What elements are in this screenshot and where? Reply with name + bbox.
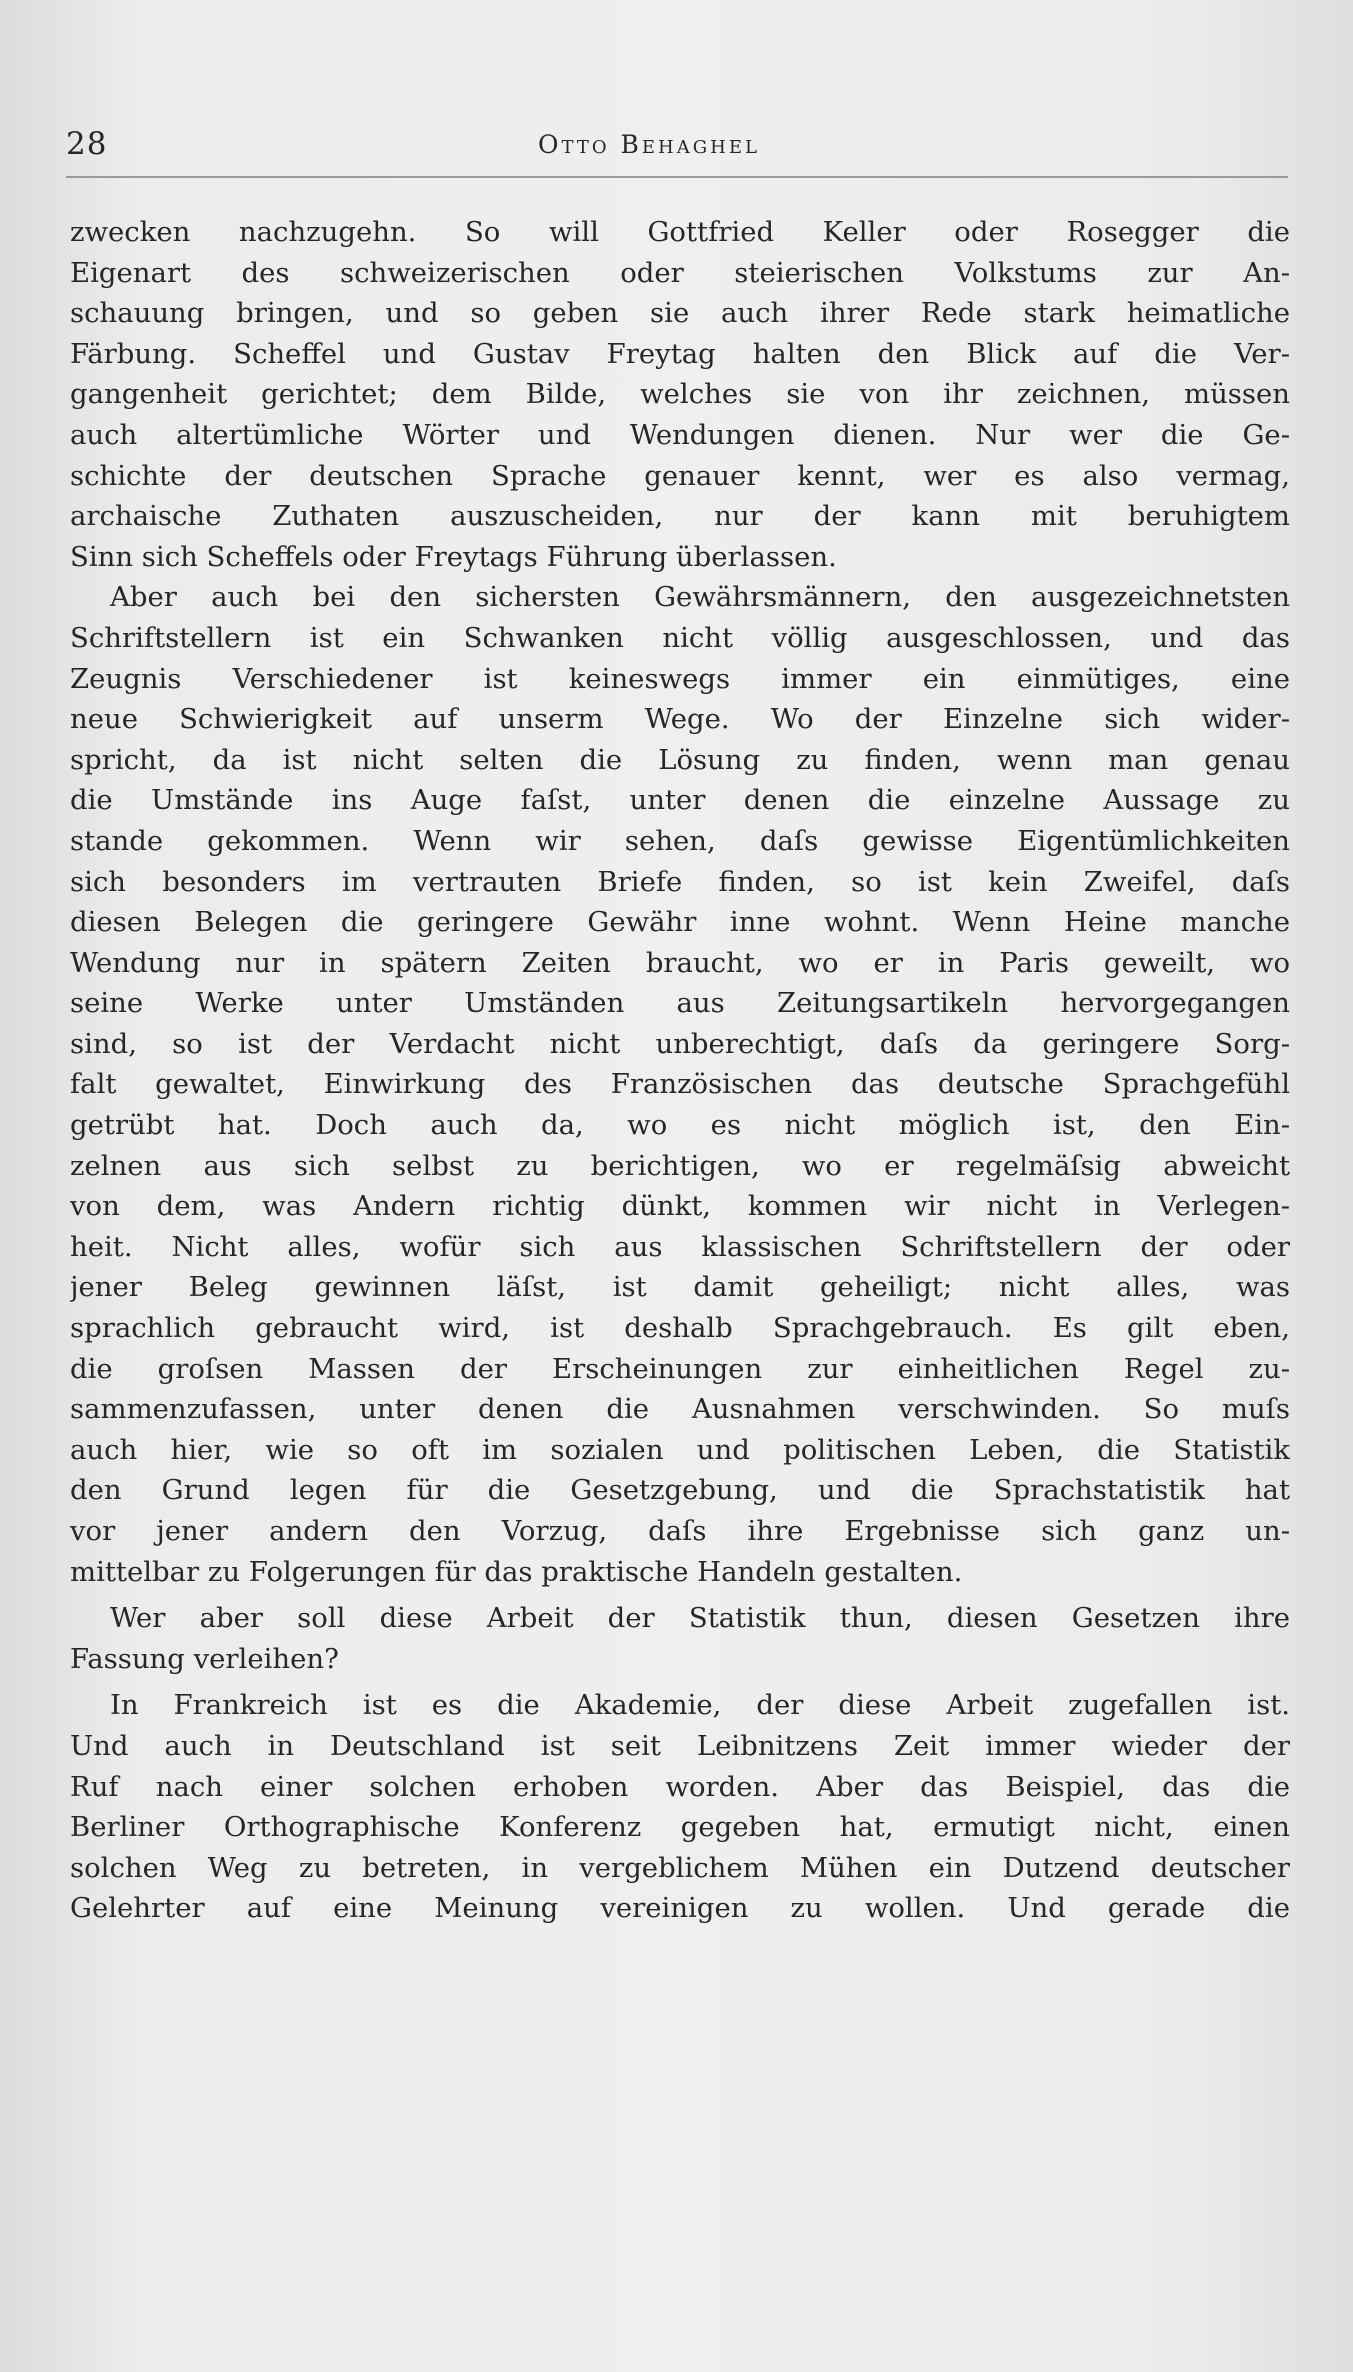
text-line: Zeugnis Verschiedener ist keineswegs immer ein einmütiges, eine bbox=[70, 662, 1290, 695]
paragraph bbox=[70, 577, 1290, 1592]
text-line: Sinn sich Scheffels oder Freytags Führung überlassen. bbox=[70, 540, 837, 573]
text-line: getrübt hat. Doch auch da, wo es nicht möglich ist, den Ein- bbox=[70, 1109, 1290, 1142]
text-line: Schriftstellern ist ein Schwanken nicht völlig ausgeschlossen, und das bbox=[70, 621, 1290, 654]
text-line: sammenzufassen, unter denen die Ausnahmen verschwinden. So muſs bbox=[70, 1393, 1290, 1426]
text-line: schichte der deutschen Sprache genauer kennt, wer es also vermag, bbox=[70, 459, 1290, 492]
text-line: In Frankreich ist es die Akademie, der diese Arbeit zugefallen ist. bbox=[110, 1689, 1290, 1722]
text-line: stande gekommen. Wenn wir sehen, daſs gewisse Eigentümlichkeiten bbox=[70, 824, 1290, 857]
text-line: neue Schwierigkeit auf unserm Wege. Wo der Einzelne sich wider- bbox=[70, 703, 1290, 736]
text-line: gangenheit gerichtet; dem Bilde, welches sie von ihr zeichnen, müssen bbox=[70, 378, 1290, 411]
running-head: Otto Behaghel bbox=[538, 130, 760, 159]
text-line: Fassung verleihen? bbox=[70, 1642, 339, 1675]
text-line: Ruf nach einer solchen erhoben worden. Aber das Beispiel, das die bbox=[70, 1770, 1290, 1803]
text-line: Wer aber soll diese Arbeit der Statistik thun, diesen Gesetzen ihre bbox=[110, 1602, 1290, 1635]
text-line: auch altertümliche Wörter und Wendungen dienen. Nur wer die Ge- bbox=[70, 418, 1290, 451]
text-line: zwecken nachzugehn. So will Gottfried Keller oder Rosegger die bbox=[70, 216, 1290, 248]
text-line: Eigenart des schweizerischen oder steierischen Volkstums zur An- bbox=[70, 256, 1290, 289]
text-line: diesen Belegen die geringere Gewähr inne wohnt. Wenn Heine manche bbox=[70, 906, 1290, 939]
header-rule bbox=[66, 176, 1288, 178]
text-line: Wendung nur in spätern Zeiten braucht, wo er in Paris geweilt, wo bbox=[70, 946, 1290, 979]
text-line: sind, so ist der Verdacht nicht unberechtigt, daſs da geringere Sorg- bbox=[70, 1027, 1290, 1060]
text-line: archaische Zuthaten auszuscheiden, nur der kann mit beruhigtem bbox=[70, 500, 1290, 533]
text-line: die Umstände ins Auge faſst, unter denen die einzelne Aussage zu bbox=[70, 784, 1290, 817]
text-line: heit. Nicht alles, wofür sich aus klassischen Schriftstellern der oder bbox=[70, 1230, 1290, 1263]
text-line: zelnen aus sich selbst zu berichtigen, wo er regelmäſsig abweicht bbox=[70, 1149, 1290, 1182]
text-line: seine Werke unter Umständen aus Zeitungsartikeln hervorgegangen bbox=[70, 987, 1290, 1020]
text-line: Gelehrter auf eine Meinung vereinigen zu wollen. Und gerade die bbox=[70, 1892, 1290, 1925]
text-line: jener Beleg gewinnen läſst, ist damit geheiligt; nicht alles, was bbox=[70, 1271, 1290, 1304]
page-number: 28 bbox=[66, 126, 108, 162]
text-line: auch hier, wie so oft im sozialen und politischen Leben, die Statistik bbox=[70, 1433, 1290, 1466]
text-line: solchen Weg zu betreten, in vergeblichem Mühen ein Dutzend deutscher bbox=[70, 1851, 1290, 1884]
text-line: mittelbar zu Folgerungen für das praktische Handeln gestalten. bbox=[70, 1555, 963, 1588]
text-line: sich besonders im vertrauten Briefe finden, so ist kein Zweifel, daſs bbox=[70, 865, 1290, 898]
text-line: Und auch in Deutschland ist seit Leibnitzens Zeit immer wieder der bbox=[70, 1729, 1290, 1762]
text-line: Berliner Orthographische Konferenz gegeben hat, ermutigt nicht, einen bbox=[70, 1811, 1290, 1844]
text-line: von dem, was Andern richtig dünkt, kommen wir nicht in Verlegen- bbox=[70, 1190, 1290, 1223]
text-line: sprachlich gebraucht wird, ist deshalb Sprachgebrauch. Es gilt eben, bbox=[70, 1312, 1290, 1345]
text-line: schauung bringen, und so geben sie auch ihrer Rede stark heimatliche bbox=[70, 297, 1290, 330]
text-line: die groſsen Massen der Erscheinungen zur einheitlichen Regel zu- bbox=[70, 1352, 1290, 1385]
body-text bbox=[70, 212, 1290, 1929]
paragraph bbox=[70, 212, 1290, 577]
page-header bbox=[66, 124, 1288, 172]
text-line: den Grund legen für die Gesetzgebung, und die Sprachstatistik hat bbox=[70, 1474, 1290, 1507]
paragraph bbox=[70, 1598, 1290, 1679]
text-line: falt gewaltet, Einwirkung des Französischen das deutsche Sprachgefühl bbox=[70, 1068, 1290, 1101]
text-line: spricht, da ist nicht selten die Lösung zu finden, wenn man genau bbox=[70, 743, 1290, 776]
text-line: Aber auch bei den sichersten Gewährsmännern, den ausgezeichnetsten bbox=[110, 581, 1290, 614]
text-line: vor jener andern den Vorzug, daſs ihre Ergebnisse sich ganz un- bbox=[70, 1515, 1290, 1547]
text-line: Färbung. Scheffel und Gustav Freytag halten den Blick auf die Ver- bbox=[70, 337, 1290, 370]
paragraph bbox=[70, 1685, 1290, 1929]
